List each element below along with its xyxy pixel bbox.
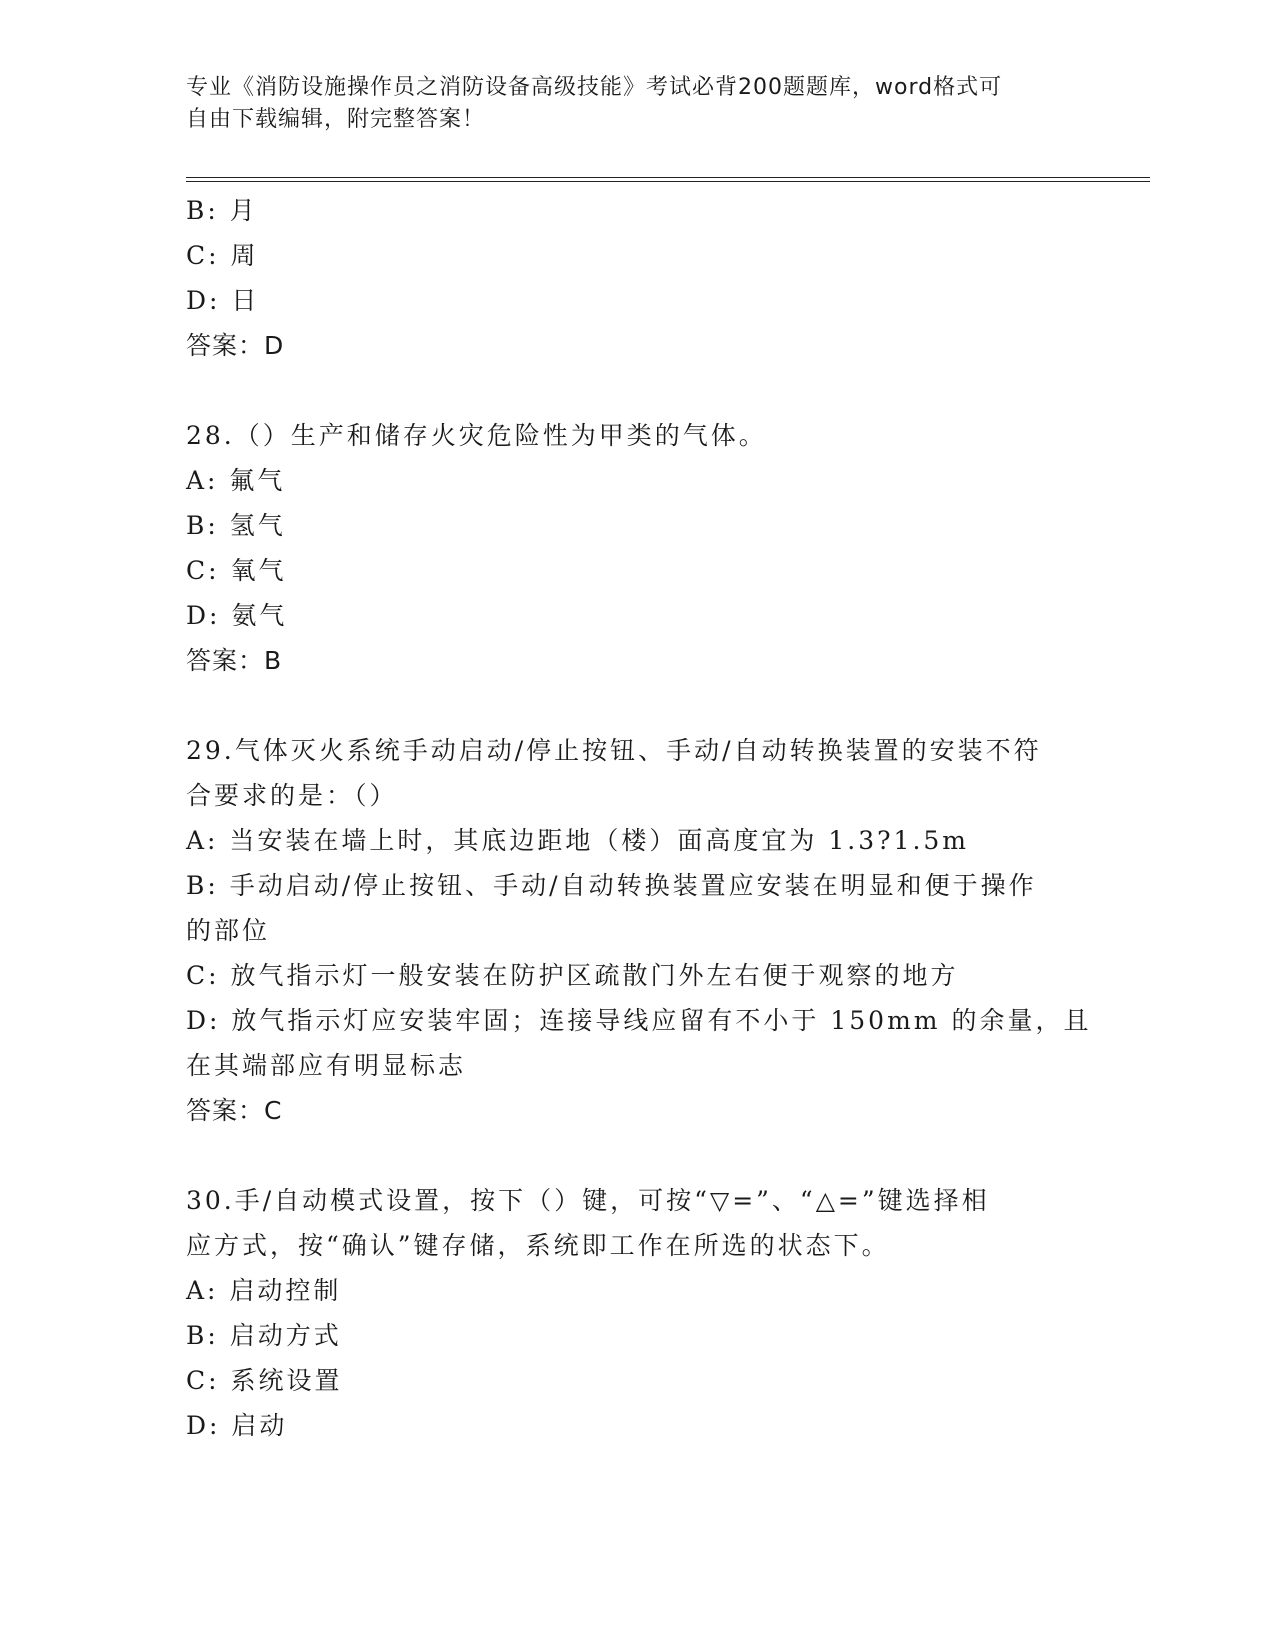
header-divider-top	[186, 177, 1150, 178]
q27-option-c: C: 周	[186, 241, 259, 270]
q29-option-d-line-1: D: 放气指示灯应安装牢固；连接导线应留有不小于 150mm 的余量，且	[186, 1006, 1092, 1035]
q27-option-b: B: 月	[186, 196, 258, 225]
q29-answer: 答案：C	[186, 1096, 283, 1125]
q29-option-b-line-1: B: 手动启动/停止按钮、手动/自动转换装置应安装在明显和便于操作	[186, 871, 1037, 900]
header-line-2: 自由下载编辑，附完整答案！	[186, 107, 486, 132]
q27-answer: 答案：D	[186, 331, 285, 360]
q28-option-b: B: 氢气	[186, 511, 286, 540]
q28-answer: 答案：B	[186, 646, 283, 675]
q28-option-c: C: 氧气	[186, 556, 287, 585]
q30-stem-line-1: 30.手/自动模式设置，按下（）键，可按“▽=”、“△=”键选择相	[186, 1186, 990, 1215]
q29-option-c: C: 放气指示灯一般安装在防护区疏散门外左右便于观察的地方	[186, 961, 959, 990]
header-line-1: 专业《消防设施操作员之消防设备高级技能》考试必背200题题库，word格式可	[186, 75, 1003, 100]
q30-stem-line-2: 应方式，按“确认”键存储，系统即工作在所选的状态下。	[186, 1231, 890, 1260]
q30-option-c: C: 系统设置	[186, 1366, 343, 1395]
q27-option-d: D: 日	[186, 286, 260, 315]
document-header	[186, 72, 1086, 136]
q30-option-a: A: 启动控制	[186, 1276, 342, 1305]
q30-option-b: B: 启动方式	[186, 1321, 342, 1350]
q28-option-d: D: 氨气	[186, 601, 288, 630]
q29-option-d-line-2: 在其端部应有明显标志	[186, 1051, 467, 1080]
q28-stem: 28.（）生产和储存火灾危险性为甲类的气体。	[186, 421, 767, 450]
q29-option-a: A: 当安装在墙上时，其底边距地（楼）面高度宜为 1.3?1.5m	[186, 826, 969, 855]
q29-stem-line-1: 29.气体灭火系统手动启动/停止按钮、手动/自动转换装置的安装不符	[186, 736, 1042, 765]
q29-stem-line-2: 合要求的是：（）	[186, 781, 398, 810]
header-divider-bottom	[186, 181, 1150, 182]
q29-option-b-line-2: 的部位	[186, 916, 271, 945]
q28-option-a: A: 氟气	[186, 466, 286, 495]
q30-option-d: D: 启动	[186, 1411, 288, 1440]
